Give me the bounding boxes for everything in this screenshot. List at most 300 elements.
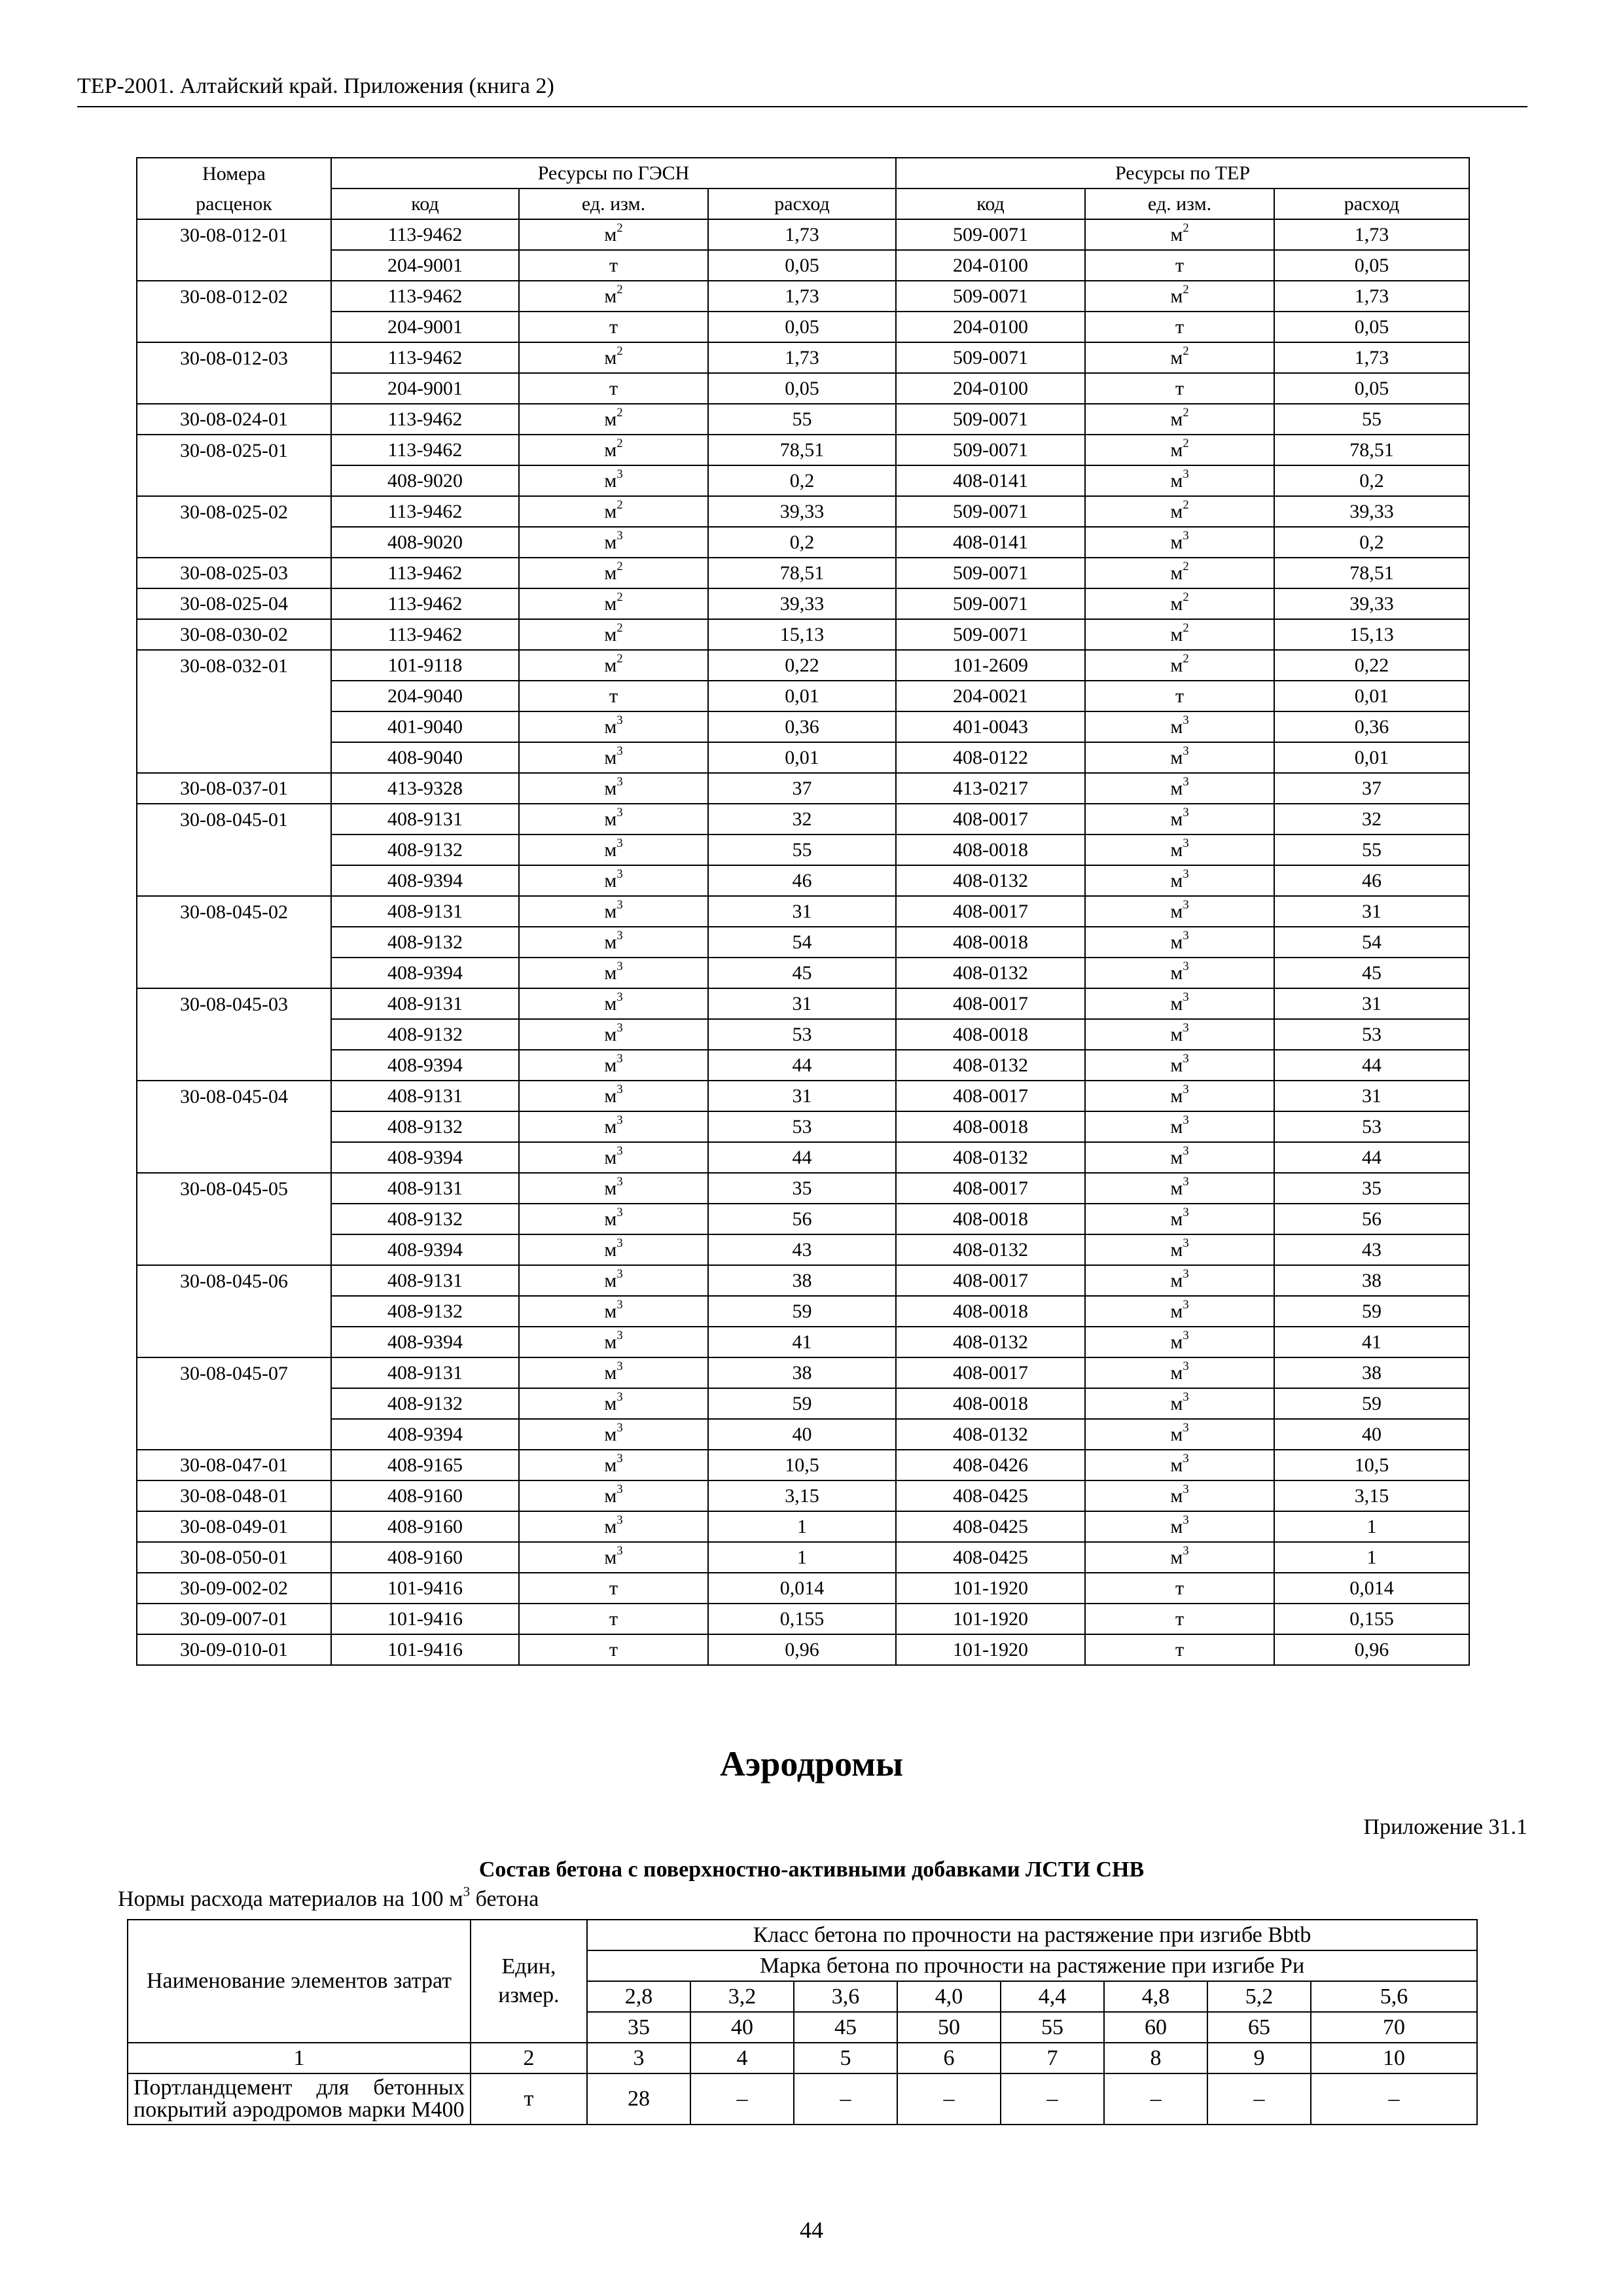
gesn-code: 408-9394 xyxy=(331,865,519,896)
rate-number xyxy=(137,1050,331,1081)
rate-number: 30-08-045-01 xyxy=(137,804,331,834)
table-row xyxy=(137,465,1469,496)
ter-amount: 0,22 xyxy=(1274,650,1469,681)
table-row xyxy=(137,1573,1469,1604)
table-row xyxy=(137,927,1469,958)
unit-exponent: 3 xyxy=(1183,867,1189,882)
unit-exponent: 2 xyxy=(616,652,623,666)
col-header-unit: ед. изм. xyxy=(519,188,708,219)
gesn-unit: $м^3$ xyxy=(519,865,708,896)
gesn-amount: 45 xyxy=(708,958,896,988)
unit-exponent: 3 xyxy=(616,1236,623,1251)
unit-exponent: 3 xyxy=(616,1144,623,1158)
rate-number: 30-08-045-03 xyxy=(137,988,331,1019)
ter-amount: 59 xyxy=(1274,1296,1469,1327)
ter-unit: $м^3$ xyxy=(1085,1357,1274,1388)
unit-exponent: 3 xyxy=(616,1452,623,1466)
ter-unit: $м^3$ xyxy=(1085,896,1274,927)
ter-unit: $м^3$ xyxy=(1085,1480,1274,1511)
table-row xyxy=(137,404,1469,435)
gesn-unit: $м^3$ xyxy=(519,1019,708,1050)
gesn-unit: $м^3$ xyxy=(519,1511,708,1542)
mark-value: 60 xyxy=(1104,2012,1207,2043)
ter-code: 408-0018 xyxy=(896,927,1085,958)
unit-exponent: 3 xyxy=(616,1052,623,1066)
gesn-amount: 0,2 xyxy=(708,527,896,558)
unit-exponent: 2 xyxy=(616,221,623,236)
unit-exponent: 3 xyxy=(1183,990,1189,1005)
rate-number xyxy=(137,958,331,988)
table-row xyxy=(137,742,1469,773)
rate-number xyxy=(137,1019,331,1050)
rate-number xyxy=(137,1388,331,1419)
table-row xyxy=(137,373,1469,404)
gesn-amount: 1 xyxy=(708,1511,896,1542)
unit-exponent: 2 xyxy=(1183,437,1189,451)
gesn-code: 204-9040 xyxy=(331,681,519,711)
ter-unit: $м^2$ xyxy=(1085,219,1274,250)
norm-prefix: Нормы расхода материалов на 100 м xyxy=(118,1887,463,1911)
ter-amount: 38 xyxy=(1274,1265,1469,1296)
ter-unit: $м^3$ xyxy=(1085,1204,1274,1234)
table-row xyxy=(137,1419,1469,1450)
ter-amount: 31 xyxy=(1274,1081,1469,1111)
table-row xyxy=(137,527,1469,558)
rate-number: 30-08-012-01 xyxy=(137,219,331,250)
unit-exponent: 3 xyxy=(616,1175,623,1189)
gesn-amount: 53 xyxy=(708,1019,896,1050)
ter-code: 408-0018 xyxy=(896,1388,1085,1419)
ter-amount: 1,73 xyxy=(1274,342,1469,373)
ter-amount: 0,014 xyxy=(1274,1573,1469,1604)
norm-suffix: бетона xyxy=(470,1887,539,1911)
ter-code: 204-0021 xyxy=(896,681,1085,711)
unit-exponent: 3 xyxy=(616,960,623,974)
table-row xyxy=(137,1142,1469,1173)
ter-code: 408-0132 xyxy=(896,865,1085,896)
unit-exponent: 3 xyxy=(1183,1021,1189,1035)
ter-code: 509-0071 xyxy=(896,219,1085,250)
column-number: 2 xyxy=(471,2043,587,2073)
gesn-code: 408-9132 xyxy=(331,1388,519,1419)
mark-value: 40 xyxy=(690,2012,794,2043)
ter-unit: $м^2$ xyxy=(1085,435,1274,465)
gesn-amount: 1,73 xyxy=(708,281,896,312)
unit-exponent: 3 xyxy=(1183,1236,1189,1251)
ter-amount: 53 xyxy=(1274,1019,1469,1050)
gesn-amount: 0,96 xyxy=(708,1634,896,1665)
gesn-unit: $м^2$ xyxy=(519,619,708,650)
ter-code: 408-0017 xyxy=(896,1357,1085,1388)
unit-exponent: 3 xyxy=(616,1021,623,1035)
gesn-unit: $м^3$ xyxy=(519,896,708,927)
gesn-code: 408-9131 xyxy=(331,896,519,927)
unit-exponent: 2 xyxy=(1183,344,1189,359)
unit-exponent: 3 xyxy=(616,1329,623,1343)
gesn-amount: 1,73 xyxy=(708,342,896,373)
gesn-amount: 0,155 xyxy=(708,1604,896,1634)
gesn-unit: $м^3$ xyxy=(519,527,708,558)
ter-unit: т xyxy=(1085,681,1274,711)
gesn-unit: $м^3$ xyxy=(519,834,708,865)
unit-exponent: 2 xyxy=(616,498,623,512)
gesn-amount: 0,2 xyxy=(708,465,896,496)
gesn-amount: 40 xyxy=(708,1419,896,1450)
gesn-code: 408-9131 xyxy=(331,804,519,834)
unit-exponent: 3 xyxy=(1183,1175,1189,1189)
gesn-amount: 56 xyxy=(708,1204,896,1234)
gesn-code: 113-9462 xyxy=(331,619,519,650)
table-row xyxy=(137,650,1469,681)
gesn-code: 101-9118 xyxy=(331,650,519,681)
table-row xyxy=(137,312,1469,342)
gesn-amount: 31 xyxy=(708,896,896,927)
ter-unit: $м^3$ xyxy=(1085,773,1274,804)
table-row xyxy=(137,496,1469,527)
gesn-amount: 10,5 xyxy=(708,1450,896,1480)
column-number: 10 xyxy=(1311,2043,1477,2073)
section-title: Аэродромы xyxy=(719,1744,904,1784)
table-row xyxy=(137,1480,1469,1511)
mark-value: 50 xyxy=(897,2012,1001,2043)
table-row xyxy=(137,1542,1469,1573)
gesn-amount: 15,13 xyxy=(708,619,896,650)
gesn-code: 408-9131 xyxy=(331,1173,519,1204)
unit-exponent: 3 xyxy=(1183,1544,1189,1558)
rate-number xyxy=(137,250,331,281)
gesn-unit: т xyxy=(519,1573,708,1604)
ter-code: 509-0071 xyxy=(896,281,1085,312)
gesn-code: 113-9462 xyxy=(331,219,519,250)
gesn-code: 113-9462 xyxy=(331,558,519,588)
rate-number xyxy=(137,834,331,865)
gesn-unit: $м^2$ xyxy=(519,219,708,250)
ter-code: 408-0017 xyxy=(896,1081,1085,1111)
class-value: 3,2 xyxy=(690,1981,794,2012)
table-row xyxy=(137,988,1469,1019)
unit-exponent: 3 xyxy=(1183,1083,1189,1097)
unit-exponent: 3 xyxy=(616,898,623,912)
norm-caption xyxy=(118,1885,539,1914)
gesn-amount: 31 xyxy=(708,1081,896,1111)
unit-exponent: 3 xyxy=(1183,1482,1189,1497)
rate-number: 30-08-012-03 xyxy=(137,342,331,373)
unit-exponent: 3 xyxy=(1183,836,1189,851)
gesn-unit: $м^3$ xyxy=(519,804,708,834)
table-row xyxy=(137,588,1469,619)
gesn-unit: $м^3$ xyxy=(519,1265,708,1296)
gesn-unit: т xyxy=(519,250,708,281)
ter-unit: $м^2$ xyxy=(1085,281,1274,312)
gesn-amount: 37 xyxy=(708,773,896,804)
ter-amount: 38 xyxy=(1274,1357,1469,1388)
unit-exponent: 2 xyxy=(616,344,623,359)
gesn-code: 408-9394 xyxy=(331,1142,519,1173)
gesn-amount: 0,05 xyxy=(708,373,896,404)
gesn-unit: $м^3$ xyxy=(519,1173,708,1204)
row-value: – xyxy=(1207,2073,1311,2125)
unit-exponent: 3 xyxy=(1183,806,1189,820)
rate-number: 30-08-047-01 xyxy=(137,1450,331,1480)
ter-amount: 0,2 xyxy=(1274,527,1469,558)
ter-amount: 78,51 xyxy=(1274,558,1469,588)
ter-unit: $м^2$ xyxy=(1085,650,1274,681)
ter-unit: $м^3$ xyxy=(1085,927,1274,958)
ter-amount: 0,01 xyxy=(1274,742,1469,773)
gesn-code: 408-9040 xyxy=(331,742,519,773)
ter-code: 408-0132 xyxy=(896,958,1085,988)
row-name: Портландцемент для бетонных покрытий аэродромов марки М400 xyxy=(128,2073,471,2125)
gesn-code: 408-9131 xyxy=(331,1265,519,1296)
ter-code: 408-0141 xyxy=(896,465,1085,496)
unit-exponent: 2 xyxy=(1183,560,1189,574)
table-row xyxy=(137,558,1469,588)
gesn-unit: $м^3$ xyxy=(519,711,708,742)
gesn-unit: $м^2$ xyxy=(519,558,708,588)
page-header xyxy=(77,73,1527,107)
gesn-code: 113-9462 xyxy=(331,404,519,435)
gesn-code: 401-9040 xyxy=(331,711,519,742)
table-row xyxy=(137,1604,1469,1634)
column-number: 8 xyxy=(1104,2043,1207,2073)
table-row xyxy=(137,281,1469,312)
column-number: 9 xyxy=(1207,2043,1311,2073)
table-row xyxy=(137,619,1469,650)
gesn-unit: $м^3$ xyxy=(519,1388,708,1419)
unit-exponent: 3 xyxy=(616,806,623,820)
class-header: Класс бетона по прочности на растяжение при изгибе Bbtb xyxy=(587,1920,1477,1950)
unit-exponent: 3 xyxy=(616,1421,623,1435)
ter-amount: 35 xyxy=(1274,1173,1469,1204)
ter-amount: 31 xyxy=(1274,896,1469,927)
column-number: 7 xyxy=(1001,2043,1104,2073)
row-value: – xyxy=(1311,2073,1477,2125)
gesn-unit: $м^3$ xyxy=(519,1419,708,1450)
ter-unit: $м^3$ xyxy=(1085,1419,1274,1450)
ter-amount: 43 xyxy=(1274,1234,1469,1265)
gesn-code: 408-9020 xyxy=(331,465,519,496)
gesn-code: 101-9416 xyxy=(331,1604,519,1634)
mark-value: 55 xyxy=(1001,2012,1104,2043)
gesn-amount: 59 xyxy=(708,1388,896,1419)
gesn-code: 408-9131 xyxy=(331,988,519,1019)
col-header-gesn: Ресурсы по ГЭСН xyxy=(331,158,896,188)
gesn-amount: 0,05 xyxy=(708,250,896,281)
gesn-code: 408-9394 xyxy=(331,1419,519,1450)
table-row xyxy=(137,1327,1469,1357)
concrete-table xyxy=(127,1919,1478,2125)
gesn-amount: 43 xyxy=(708,1234,896,1265)
ter-amount: 10,5 xyxy=(1274,1450,1469,1480)
gesn-amount: 44 xyxy=(708,1050,896,1081)
gesn-code: 408-9394 xyxy=(331,1327,519,1357)
ter-amount: 40 xyxy=(1274,1419,1469,1450)
gesn-unit: $м^2$ xyxy=(519,342,708,373)
ter-unit: $м^2$ xyxy=(1085,342,1274,373)
ter-code: 509-0071 xyxy=(896,404,1085,435)
col-header-unit: Един, измер. xyxy=(471,1920,587,2043)
table-row xyxy=(137,1173,1469,1204)
gesn-unit: т xyxy=(519,1604,708,1634)
table-row xyxy=(137,1234,1469,1265)
gesn-code: 204-9001 xyxy=(331,250,519,281)
col-header-unit: ед. изм. xyxy=(1085,188,1274,219)
ter-code: 408-0018 xyxy=(896,1019,1085,1050)
table-row xyxy=(137,773,1469,804)
rate-number: 30-09-002-02 xyxy=(137,1573,331,1604)
unit-exponent: 3 xyxy=(1183,713,1189,728)
ter-amount: 1,73 xyxy=(1274,281,1469,312)
unit-exponent: 2 xyxy=(616,406,623,420)
unit-exponent: 2 xyxy=(1183,652,1189,666)
unit-exponent: 3 xyxy=(616,467,623,482)
ter-code: 408-0425 xyxy=(896,1480,1085,1511)
gesn-amount: 44 xyxy=(708,1142,896,1173)
gesn-code: 101-9416 xyxy=(331,1573,519,1604)
gesn-unit: $м^3$ xyxy=(519,1204,708,1234)
gesn-unit: $м^3$ xyxy=(519,465,708,496)
rate-number: 30-08-045-07 xyxy=(137,1357,331,1388)
row-value: – xyxy=(1104,2073,1207,2125)
ter-amount: 0,05 xyxy=(1274,312,1469,342)
row-value: – xyxy=(897,2073,1001,2125)
ter-unit: $м^3$ xyxy=(1085,527,1274,558)
unit-exponent: 2 xyxy=(1183,406,1189,420)
rate-number: 30-08-045-05 xyxy=(137,1173,331,1204)
ter-code: 408-0425 xyxy=(896,1542,1085,1573)
gesn-amount: 38 xyxy=(708,1265,896,1296)
table-row xyxy=(137,834,1469,865)
unit-exponent: 3 xyxy=(1183,898,1189,912)
ter-code: 408-0018 xyxy=(896,1204,1085,1234)
unit-exponent: 3 xyxy=(1183,1421,1189,1435)
gesn-unit: $м^2$ xyxy=(519,496,708,527)
rate-number xyxy=(137,465,331,496)
gesn-code: 408-9020 xyxy=(331,527,519,558)
ter-amount: 55 xyxy=(1274,834,1469,865)
gesn-code: 408-9132 xyxy=(331,927,519,958)
rate-number: 30-08-050-01 xyxy=(137,1542,331,1573)
ter-unit: т xyxy=(1085,1573,1274,1604)
rate-number: 30-08-025-01 xyxy=(137,435,331,465)
unit-exponent: 3 xyxy=(616,1544,623,1558)
table-row xyxy=(137,711,1469,742)
rate-number xyxy=(137,711,331,742)
gesn-unit: $м^3$ xyxy=(519,1450,708,1480)
unit-exponent: 3 xyxy=(616,1206,623,1220)
rate-number: 30-09-007-01 xyxy=(137,1604,331,1634)
gesn-amount: 3,15 xyxy=(708,1480,896,1511)
ter-unit: т xyxy=(1085,1604,1274,1634)
gesn-amount: 0,22 xyxy=(708,650,896,681)
gesn-amount: 1 xyxy=(708,1542,896,1573)
rate-number xyxy=(137,1204,331,1234)
gesn-amount: 78,51 xyxy=(708,558,896,588)
mark-value: 45 xyxy=(794,2012,897,2043)
ter-unit: $м^3$ xyxy=(1085,1111,1274,1142)
gesn-code: 113-9462 xyxy=(331,281,519,312)
ter-unit: $м^3$ xyxy=(1085,742,1274,773)
table-row xyxy=(137,1511,1469,1542)
table-row xyxy=(137,1265,1469,1296)
rate-number: 30-08-037-01 xyxy=(137,773,331,804)
rate-number: 30-08-032-01 xyxy=(137,650,331,681)
gesn-amount: 0,01 xyxy=(708,742,896,773)
unit-exponent: 2 xyxy=(616,560,623,574)
gesn-unit: $м^3$ xyxy=(519,742,708,773)
unit-exponent: 2 xyxy=(616,590,623,605)
rate-number: 30-08-025-02 xyxy=(137,496,331,527)
class-value: 4,4 xyxy=(1001,1981,1104,2012)
unit-exponent: 2 xyxy=(616,437,623,451)
norm-superscript: 3 xyxy=(463,1883,471,1899)
rate-number xyxy=(137,527,331,558)
ter-code: 509-0071 xyxy=(896,588,1085,619)
ter-code: 408-0141 xyxy=(896,527,1085,558)
unit-exponent: 2 xyxy=(1183,221,1189,236)
gesn-code: 204-9001 xyxy=(331,312,519,342)
unit-exponent: 3 xyxy=(616,529,623,543)
ter-code: 509-0071 xyxy=(896,619,1085,650)
ter-unit: т xyxy=(1085,312,1274,342)
ter-code: 408-0132 xyxy=(896,1419,1085,1450)
ter-amount: 0,2 xyxy=(1274,465,1469,496)
unit-exponent: 3 xyxy=(1183,1144,1189,1158)
gesn-unit: $м^3$ xyxy=(519,1296,708,1327)
gesn-unit: $м^3$ xyxy=(519,1327,708,1357)
ter-unit: $м^3$ xyxy=(1085,1296,1274,1327)
rate-number: 30-08-045-06 xyxy=(137,1265,331,1296)
gesn-amount: 35 xyxy=(708,1173,896,1204)
row-value: – xyxy=(1001,2073,1104,2125)
table-row xyxy=(137,1634,1469,1665)
ter-unit: $м^3$ xyxy=(1085,865,1274,896)
gesn-amount: 53 xyxy=(708,1111,896,1142)
gesn-unit: $м^3$ xyxy=(519,773,708,804)
table-row xyxy=(137,804,1469,834)
gesn-code: 408-9160 xyxy=(331,1542,519,1573)
column-numbers-row xyxy=(128,2043,1477,2073)
table-header-row xyxy=(137,188,1469,219)
unit-exponent: 3 xyxy=(616,867,623,882)
unit-exponent: 3 xyxy=(1183,1052,1189,1066)
ter-amount: 45 xyxy=(1274,958,1469,988)
document-title: ТЕР-2001. Алтайский край. Приложения (книга 2) xyxy=(77,74,554,98)
ter-code: 204-0100 xyxy=(896,312,1085,342)
rate-number xyxy=(137,1111,331,1142)
gesn-code: 113-9462 xyxy=(331,435,519,465)
table-title: Состав бетона с поверхностно-активными добавками ЛСТИ СНВ xyxy=(478,1857,1145,1882)
appendix-label: Приложение 31.1 xyxy=(1363,1815,1527,1839)
resources-table xyxy=(136,157,1470,1666)
ter-unit: т xyxy=(1085,250,1274,281)
gesn-unit: т xyxy=(519,373,708,404)
ter-unit: $м^2$ xyxy=(1085,619,1274,650)
gesn-amount: 54 xyxy=(708,927,896,958)
col-header-rates: расценок xyxy=(137,188,331,219)
ter-unit: $м^3$ xyxy=(1085,1081,1274,1111)
ter-code: 408-0132 xyxy=(896,1234,1085,1265)
ter-code: 204-0100 xyxy=(896,250,1085,281)
mark-value: 35 xyxy=(587,2012,690,2043)
gesn-unit: $м^3$ xyxy=(519,927,708,958)
ter-code: 101-1920 xyxy=(896,1604,1085,1634)
col-header-code: код xyxy=(896,188,1085,219)
rate-number: 30-08-049-01 xyxy=(137,1511,331,1542)
gesn-amount: 0,014 xyxy=(708,1573,896,1604)
gesn-unit: $м^3$ xyxy=(519,1111,708,1142)
rate-number: 30-09-010-01 xyxy=(137,1634,331,1665)
